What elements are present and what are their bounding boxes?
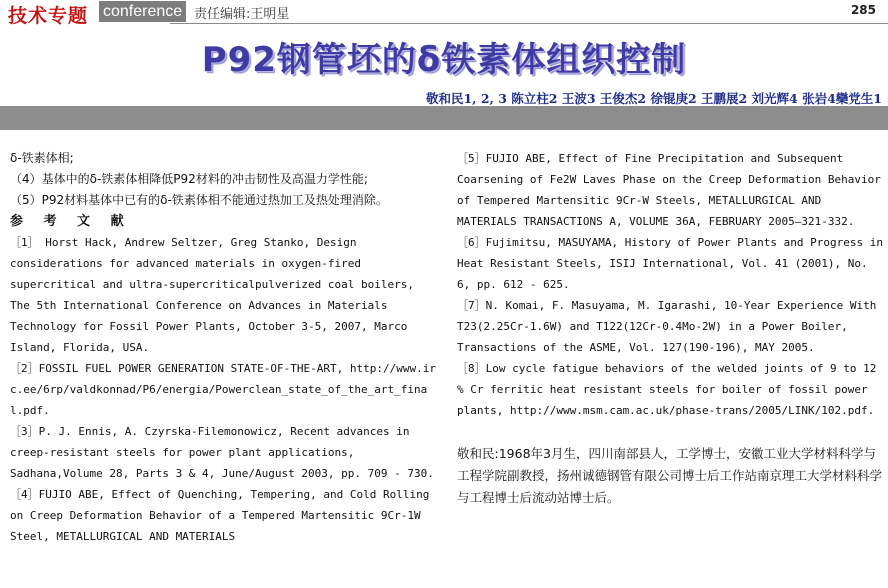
right-column bbox=[457, 148, 885, 509]
responsible-editor: 责任编辑:王明星 bbox=[194, 7, 290, 22]
reference-entry: ［6］Fujimitsu, MASUYAMA, History of Power Plants and Progress in Heat Resistant Steels, ISIJ International, Vol. 41 (2001), No. 6, pp. 612 - 625. bbox=[457, 236, 883, 291]
page-header bbox=[0, 0, 888, 27]
title-divider-bar bbox=[0, 106, 888, 130]
reference-entry: ［4］FUJIO ABE, Effect of Quenching, Tempering, and Cold Rolling on Creep Deformation Behavior of a Tempered Martensitic 9Cr-1W Steel, METALLURGICAL AND MATERIALS bbox=[10, 488, 430, 543]
author-bio: 敬和民:1968年3月生，四川南部县人，工学博士，安徽工业大学材料科学与工程学院副教授，扬州诚德钢管有限公司博士后工作站南京理工大学材料科学与工程博士后流动站博士后。 bbox=[457, 446, 883, 505]
reference-entry: ［8］Low cycle fatigue behaviors of the welded joints of 9 to 12 % Cr ferritic heat resistant steels for boiler of fossil power plants, http://www.msm.cam.ac.uk/phase-trans/2005/LINK/102.pdf. bbox=[457, 362, 877, 417]
conclusion-item: （5）P92材料基体中已有的δ-铁素体相不能通过热加工及热处理消除。 bbox=[10, 193, 388, 207]
reference-entry: ［2］FOSSIL FUEL POWER GENERATION STATE-OF-THE-ART, http://www.irc.ee/6rp/valdkonnad/P6/energia/Powerclean_state_of_the_art_final.pdf. bbox=[10, 362, 436, 417]
reference-entry: ［1］ Horst Hack, Andrew Seltzer, Greg Stanko, Design considerations for advanced materials in oxygen-fired supercritical and ultra-supercriticalpulverized coal boilers, The 5th International Conference on Advances in Materials Technology for Fossil Power Plants, October 3-5, 2007, Marco Island, Florida, USA. bbox=[10, 236, 414, 354]
reference-entry: ［3］P. J. Ennis, A. Czyrska-Filemonowicz, Recent advances in creep-resistant steels for power plant applications, Sadhana,Volume 28, Parts 3 & 4, June/August 2003, pp. 709 - 730. bbox=[10, 425, 434, 480]
left-column bbox=[10, 148, 440, 547]
page-number: 285 bbox=[850, 3, 876, 17]
article-authors: 敬和民1, 2, 3 陈立柱2 王波3 王俊杰2 徐锟庚2 王鹏展2 刘光辉4 张岩4欒党生1 bbox=[425, 91, 882, 106]
header-rule bbox=[170, 23, 888, 24]
reference-entry: ［7］N. Komai, F. Masuyama, M. Igarashi, 10-Year Experience With T23(2.25Cr-1.6W) and T122(12Cr-0.4Mo-2W) in a Power Boiler, Transactions of the ASME, Vol. 127(190-196), MAY 2005. bbox=[457, 299, 877, 354]
column-brand: 技术专题 bbox=[8, 5, 89, 27]
reference-entry: ［5］FUJIO ABE, Effect of Fine Precipitation and Subsequent Coarsening of Fe2W Laves Phase on the Creep Deformation Behavior of Tempered Martensitic 9Cr-W Steels, METALLURGICAL AND MATERIALS TRANSACTIONS A, VOLUME 36A, FEBRUARY 2005—321-332. bbox=[457, 152, 881, 228]
references-heading: 参 考 文 献 bbox=[10, 214, 132, 229]
conclusion-item: （4）基体中的δ-铁素体相降低P92材料的冲击韧性及高温力学性能; bbox=[10, 172, 368, 186]
conclusion-item: δ-铁素体相; bbox=[10, 151, 74, 165]
column-brand-en: conference bbox=[99, 1, 186, 22]
article-title: P92钢管坯的δ铁素体组织控制 bbox=[201, 40, 687, 80]
